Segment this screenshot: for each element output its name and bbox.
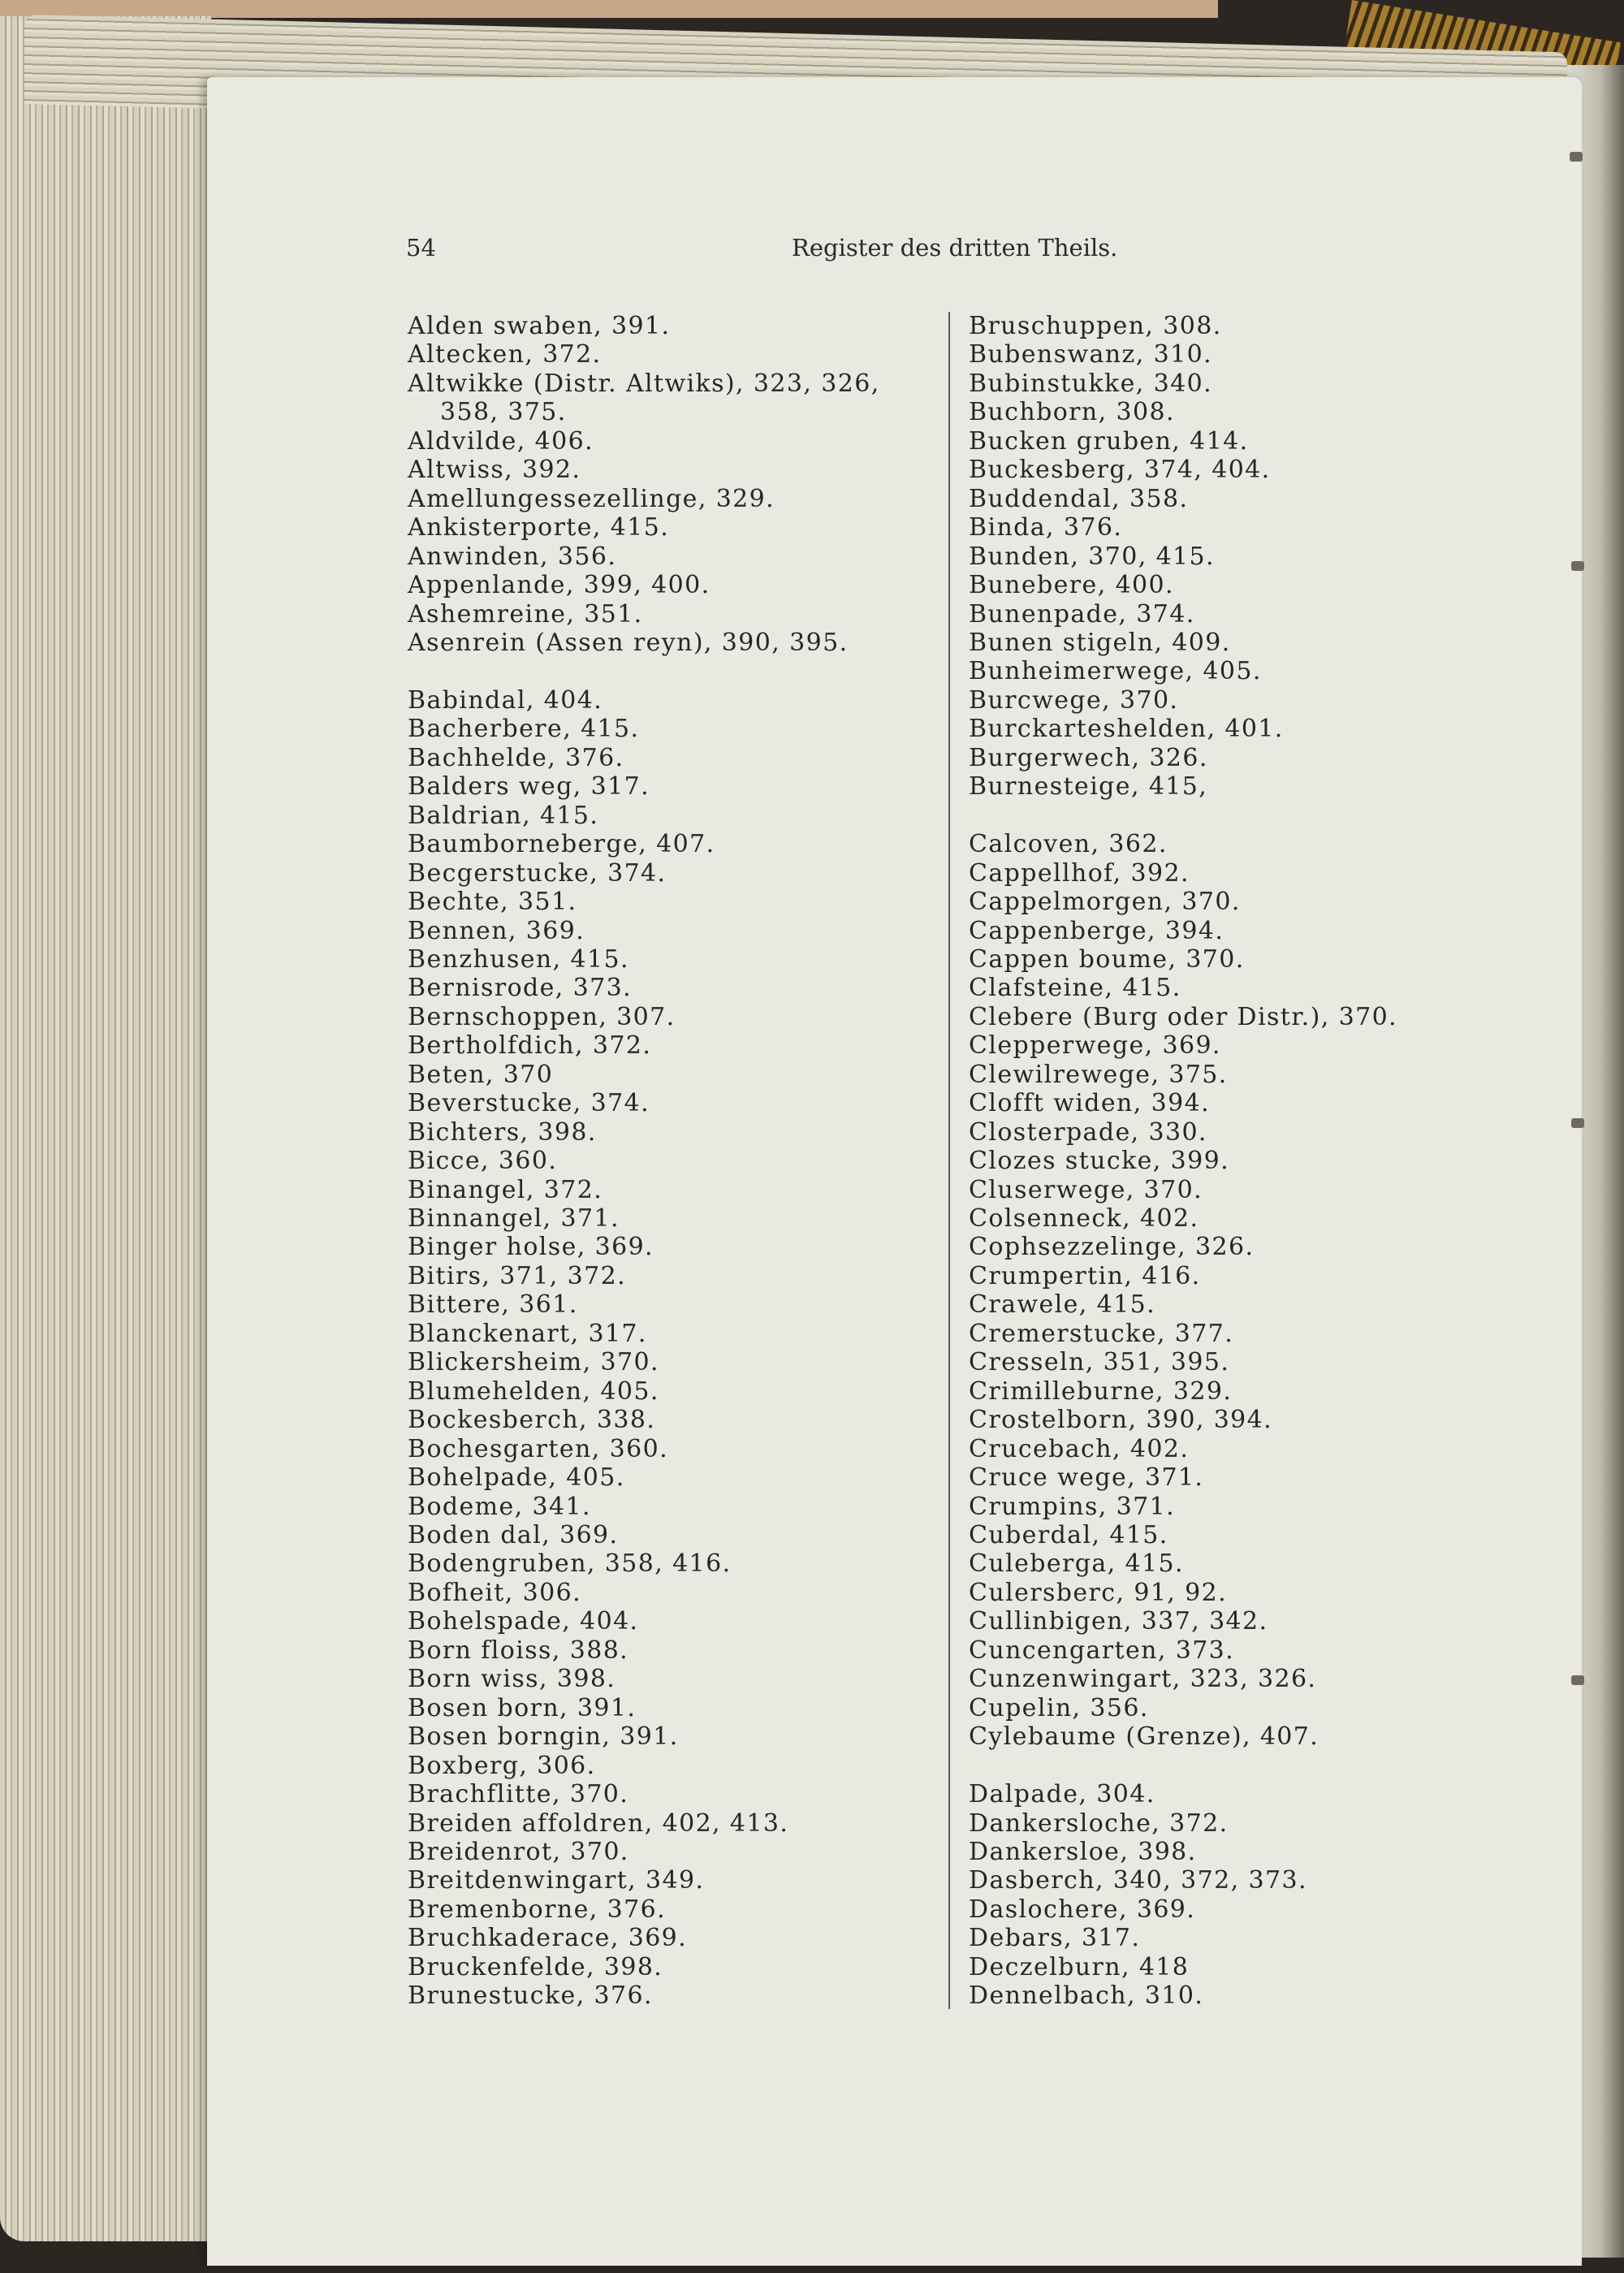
index-entry: Brunestucke, 376. xyxy=(408,1981,653,2011)
running-title: Register des dritten Theils. xyxy=(792,234,1118,261)
index-entry: Clebere (Burg oder Distr.), 370. xyxy=(969,1002,1397,1031)
index-entry: Buckesberg, 374, 404. xyxy=(969,456,1271,485)
index-entry: Burnesteige, 415, xyxy=(969,772,1208,802)
index-entry: Altecken, 372. xyxy=(408,340,602,369)
index-entry: Bofheit, 306. xyxy=(408,1578,582,1607)
index-entry: Bichters, 398. xyxy=(408,1117,597,1147)
index-entry: Bernisrode, 373. xyxy=(408,974,633,1003)
index-entry: Clozes stucke, 399. xyxy=(969,1147,1230,1176)
index-entry: Cuncengarten, 373. xyxy=(969,1636,1235,1665)
index-entry: Bitirs, 371, 372. xyxy=(408,1261,627,1290)
index-entry: Altwikke (Distr. Altwiks), 323, 326, xyxy=(408,369,880,398)
index-entry: Amellungessezellinge, 329. xyxy=(408,484,775,513)
index-entry: Bachhelde, 376. xyxy=(408,743,624,772)
index-entry: Babindal, 404. xyxy=(408,685,603,715)
index-entry: Crumpertin, 416. xyxy=(969,1261,1201,1290)
index-entry: Beten, 370 xyxy=(408,1060,554,1089)
index-entry: Buchborn, 308. xyxy=(969,398,1175,427)
index-entry: Bodengruben, 358, 416. xyxy=(408,1549,732,1579)
page-number: 54 xyxy=(406,234,436,261)
index-entry: Asenrein (Assen reyn), 390, 395. xyxy=(408,628,849,657)
background-surface xyxy=(0,0,1218,18)
index-entry: Colsenneck, 402. xyxy=(969,1204,1199,1234)
index-entry: Blumehelden, 405. xyxy=(408,1376,659,1406)
page-tab-marker xyxy=(1571,1675,1584,1685)
index-entry: Buddendal, 358. xyxy=(969,484,1189,513)
section-gap xyxy=(969,802,1488,830)
column-divider xyxy=(948,312,950,2009)
index-entry: Cappelmorgen, 370. xyxy=(969,888,1241,917)
index-entry: Daslochere, 369. xyxy=(969,1895,1196,1924)
index-entry: Ankisterporte, 415. xyxy=(408,513,670,542)
index-entry: Bockesberch, 338. xyxy=(408,1406,656,1435)
index-entry: Crucebach, 402. xyxy=(969,1434,1190,1463)
index-entry: Blickersheim, 370. xyxy=(408,1348,659,1377)
index-entry: Beverstucke, 374. xyxy=(408,1089,650,1118)
index-entry: Debars, 317. xyxy=(969,1924,1141,1953)
index-entry: Breidenrot, 370. xyxy=(408,1838,629,1866)
index-entry: Ashemreine, 351. xyxy=(408,599,643,629)
index-entry: Altwiss, 392. xyxy=(408,456,581,485)
index-entry: Dankersloche, 372. xyxy=(969,1808,1229,1838)
section-gap xyxy=(408,657,927,685)
index-entry: Anwinden, 356. xyxy=(408,542,617,571)
index-entry: Bodeme, 341. xyxy=(408,1492,591,1521)
index-entry: Calcoven, 362. xyxy=(969,830,1168,859)
index-entry: Cappen boume, 370. xyxy=(969,944,1245,974)
index-entry: Bochesgarten, 360. xyxy=(408,1434,669,1463)
index-entry: Bertholfdich, 372. xyxy=(408,1031,652,1061)
index-entry: Bruchkaderace, 369. xyxy=(408,1924,688,1953)
index-entry: Burcwege, 370. xyxy=(969,685,1179,715)
index-entry: Culeberga, 415. xyxy=(969,1549,1184,1579)
index-column-right xyxy=(969,312,1488,2011)
index-entry: Bohelpade, 405. xyxy=(408,1463,625,1493)
index-entry: Blanckenart, 317. xyxy=(408,1319,647,1348)
index-entry: Bunden, 370, 415. xyxy=(969,542,1215,571)
index-entry: Bohelspade, 404. xyxy=(408,1607,639,1636)
index-entry: Binangel, 372. xyxy=(408,1175,603,1204)
index-entry: Bosen borngin, 391. xyxy=(408,1722,679,1752)
index-entry: Becgerstucke, 374. xyxy=(408,858,667,888)
index-entry: Bicce, 360. xyxy=(408,1147,558,1176)
index-entry: Alden swaben, 391. xyxy=(408,312,671,340)
index-entry: Cylebaume (Grenze), 407. xyxy=(969,1722,1320,1752)
index-entry: Bittere, 361. xyxy=(408,1290,578,1320)
index-entry: Cophsezzelinge, 326. xyxy=(969,1233,1255,1262)
index-entry: Boxberg, 306. xyxy=(408,1751,596,1780)
index-entry: Deczelburn, 418 xyxy=(969,1952,1190,1981)
index-entry: Benzhusen, 415. xyxy=(408,944,629,974)
index-entry: Dennelbach, 310. xyxy=(969,1981,1204,2011)
index-entry: Aldvilde, 406. xyxy=(408,426,594,456)
index-entry: Cullinbigen, 337, 342. xyxy=(969,1607,1268,1636)
index-entry: Crimilleburne, 329. xyxy=(969,1376,1233,1406)
index-entry: Born floiss, 388. xyxy=(408,1636,629,1665)
index-entry: Burgerwech, 326. xyxy=(969,743,1208,772)
index-entry: Cappellhof, 392. xyxy=(969,858,1190,888)
page-tab-marker xyxy=(1570,152,1583,162)
index-entry: Clepperwege, 369. xyxy=(969,1031,1221,1061)
index-entry: Bernschoppen, 307. xyxy=(408,1002,676,1031)
index-entry: Bunheimerwege, 405. xyxy=(969,657,1262,686)
index-entry: Crawele, 415. xyxy=(969,1290,1156,1320)
index-entry: Bubenswanz, 310. xyxy=(969,340,1213,369)
index-entry: Crostelborn, 390, 394. xyxy=(969,1406,1273,1435)
index-entry: Appenlande, 399, 400. xyxy=(408,571,710,600)
index-entry: Cappenberge, 394. xyxy=(969,916,1224,945)
index-entry: Culersberc, 91, 92. xyxy=(969,1578,1228,1607)
index-entry: Brachflitte, 370. xyxy=(408,1780,629,1809)
index-entry: Cupelin, 356. xyxy=(969,1693,1149,1722)
index-entry: Bruckenfelde, 398. xyxy=(408,1952,663,1981)
page-stack-edge xyxy=(0,16,211,2241)
page-tab-marker xyxy=(1571,1118,1584,1128)
index-entry: Bunen stigeln, 409. xyxy=(969,628,1231,657)
index-entry: Binnangel, 371. xyxy=(408,1204,620,1234)
index-entry: Cluserwege, 370. xyxy=(969,1175,1203,1204)
index-entry: Cremerstucke, 377. xyxy=(969,1319,1234,1348)
index-column-left xyxy=(408,312,927,2011)
index-entry: Breiden affoldren, 402, 413. xyxy=(408,1808,789,1838)
index-entry: Clofft widen, 394. xyxy=(969,1089,1211,1118)
index-entry: Crumpins, 371. xyxy=(969,1492,1176,1521)
index-entry: Bucken gruben, 414. xyxy=(969,426,1249,456)
index-entry: Bremenborne, 376. xyxy=(408,1895,667,1924)
section-gap xyxy=(969,1752,1488,1780)
index-entry: Balders weg, 317. xyxy=(408,772,650,802)
index-entry: Bunebere, 400. xyxy=(969,571,1174,600)
index-entry: Bennen, 369. xyxy=(408,916,585,945)
index-entry: Born wiss, 398. xyxy=(408,1665,616,1694)
index-entry: 358, 375. xyxy=(440,398,567,427)
index-entry: Dasberch, 340, 372, 373. xyxy=(969,1866,1307,1895)
page-tab-marker xyxy=(1571,561,1584,571)
index-entry: Bacherbere, 415. xyxy=(408,715,640,744)
index-entry: Baumborneberge, 407. xyxy=(408,830,715,859)
index-entry: Binda, 376. xyxy=(969,513,1123,542)
index-entry: Bruschuppen, 308. xyxy=(969,312,1222,340)
index-entry: Clafsteine, 415. xyxy=(969,974,1181,1003)
index-entry: Boden dal, 369. xyxy=(408,1521,619,1550)
index-entry: Burckarteshelden, 401. xyxy=(969,715,1284,744)
index-entry: Cruce wege, 371. xyxy=(969,1463,1204,1493)
index-entry: Closterpade, 330. xyxy=(969,1117,1207,1147)
index-entry: Baldrian, 415. xyxy=(408,801,599,830)
index-entry: Cuberdal, 415. xyxy=(969,1521,1168,1550)
index-entry: Dalpade, 304. xyxy=(969,1780,1155,1809)
index-entry: Clewilrewege, 375. xyxy=(969,1060,1228,1089)
index-entry: Bosen born, 391. xyxy=(408,1693,637,1722)
index-entry: Dankersloe, 398. xyxy=(969,1837,1197,1866)
index-entry: Bunenpade, 374. xyxy=(969,599,1195,629)
index-entry: Bechte, 351. xyxy=(408,888,577,917)
index-entry: Cresseln, 351, 395. xyxy=(969,1348,1230,1377)
index-entry: Cunzenwingart, 323, 326. xyxy=(969,1665,1317,1694)
index-entry: Bubinstukke, 340. xyxy=(969,369,1213,398)
index-entry: Binger holse, 369. xyxy=(408,1233,654,1262)
index-entry: Breitdenwingart, 349. xyxy=(408,1866,705,1895)
